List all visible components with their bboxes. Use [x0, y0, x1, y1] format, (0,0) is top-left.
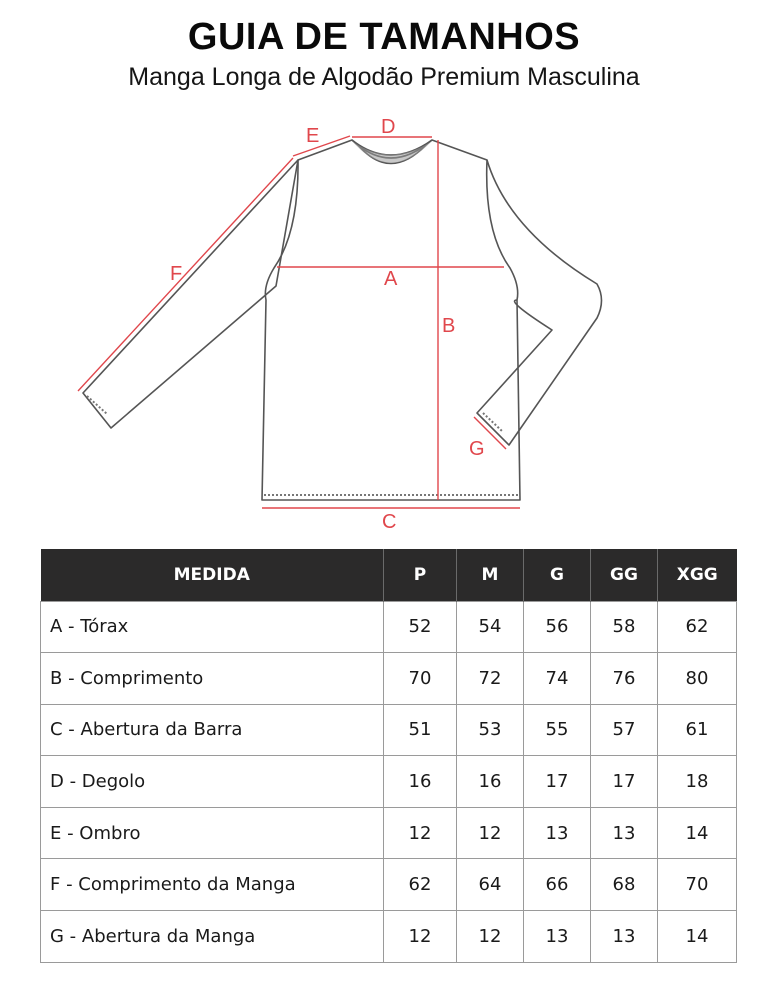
cell-value: 14 — [658, 807, 737, 859]
cell-value: 13 — [524, 911, 591, 963]
cell-value: 14 — [658, 911, 737, 963]
table-row — [41, 704, 737, 756]
cell-value: 62 — [658, 601, 737, 653]
table-row — [41, 756, 737, 808]
row-label: D - Degolo — [41, 756, 384, 808]
shirt-illustration — [60, 108, 708, 536]
cell-value: 64 — [457, 859, 524, 911]
column-header-p: P — [384, 549, 457, 601]
cell-value: 52 — [384, 601, 457, 653]
table-row — [41, 807, 737, 859]
cell-value: 80 — [658, 653, 737, 705]
cell-value: 70 — [658, 859, 737, 911]
cell-value: 17 — [591, 756, 658, 808]
row-label: E - Ombro — [41, 807, 384, 859]
cell-value: 13 — [591, 911, 658, 963]
cell-value: 16 — [457, 756, 524, 808]
row-label: A - Tórax — [41, 601, 384, 653]
table-row — [41, 601, 737, 653]
label-c: C — [382, 511, 397, 533]
right-sleeve-outline — [477, 160, 602, 445]
label-g: G — [469, 438, 485, 460]
cell-value: 76 — [591, 653, 658, 705]
column-header-measure: MEDIDA — [41, 549, 384, 601]
page-title: GUIA DE TAMANHOS — [187, 16, 581, 58]
collar-rib — [352, 141, 432, 163]
left-sleeve-outline — [83, 160, 298, 428]
cell-value: 72 — [457, 653, 524, 705]
cell-value: 62 — [384, 859, 457, 911]
shirt-diagram — [60, 108, 708, 536]
cell-value: 56 — [524, 601, 591, 653]
label-f: F — [170, 263, 183, 285]
label-d: D — [381, 116, 396, 138]
column-header-m: M — [457, 549, 524, 601]
cell-value: 12 — [384, 911, 457, 963]
cell-value: 61 — [658, 704, 737, 756]
column-header-xgg: XGG — [658, 549, 737, 601]
cell-value: 53 — [457, 704, 524, 756]
cell-value: 12 — [457, 911, 524, 963]
label-b: B — [442, 315, 456, 337]
cell-value: 17 — [524, 756, 591, 808]
column-header-g: G — [524, 549, 591, 601]
cell-value: 57 — [591, 704, 658, 756]
column-header-gg: GG — [591, 549, 658, 601]
row-label: B - Comprimento — [41, 653, 384, 705]
table-header-row — [41, 549, 737, 601]
cell-value: 66 — [524, 859, 591, 911]
cell-value: 12 — [384, 807, 457, 859]
cell-value: 12 — [457, 807, 524, 859]
label-a: A — [384, 268, 398, 290]
cell-value: 16 — [384, 756, 457, 808]
measure-line-f — [78, 158, 293, 391]
table-row — [41, 653, 737, 705]
table-row — [41, 911, 737, 963]
size-table — [40, 549, 737, 963]
cell-value: 13 — [591, 807, 658, 859]
label-e: E — [306, 125, 320, 147]
row-label: G - Abertura da Manga — [41, 911, 384, 963]
cell-value: 54 — [457, 601, 524, 653]
cell-value: 51 — [384, 704, 457, 756]
cell-value: 68 — [591, 859, 658, 911]
cell-value: 74 — [524, 653, 591, 705]
cell-value: 58 — [591, 601, 658, 653]
cell-value: 55 — [524, 704, 591, 756]
row-label: F - Comprimento da Manga — [41, 859, 384, 911]
row-label: C - Abertura da Barra — [41, 704, 384, 756]
cell-value: 70 — [384, 653, 457, 705]
cell-value: 18 — [658, 756, 737, 808]
table-row — [41, 859, 737, 911]
page-subtitle: Manga Longa de Algodão Premium Masculina — [128, 63, 640, 91]
measure-line-e — [293, 136, 350, 156]
cell-value: 13 — [524, 807, 591, 859]
